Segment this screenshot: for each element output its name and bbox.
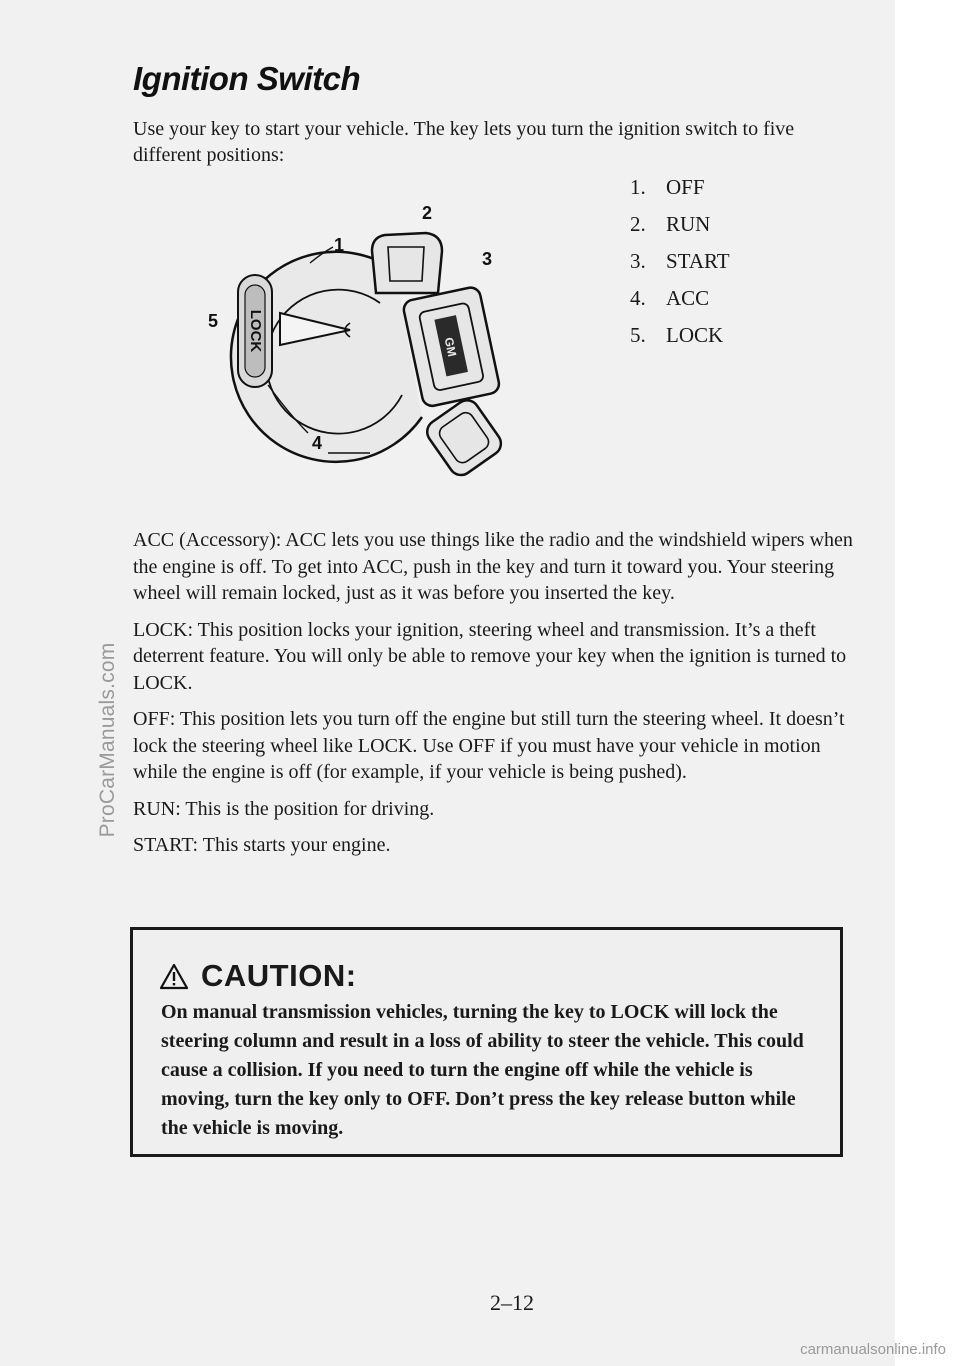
page-title: Ignition Switch [133, 60, 361, 97]
callout-4: 4 [312, 433, 323, 453]
paragraph-run: RUN: This is the position for driving. [133, 797, 435, 820]
position-item: 1. OFF [630, 175, 705, 199]
callout-5: 5 [208, 311, 219, 331]
ignition-switch-diagram [190, 195, 540, 485]
lock-label: LOCK [247, 309, 265, 353]
watermark-carmanualsonline[interactable]: carmanualsonline.info [800, 1341, 946, 1358]
caution-box [130, 927, 843, 1157]
position-item: 4. ACC [630, 286, 710, 310]
caution-text: On manual transmission vehicles, turning the key to LOCK will lock the steering column and result in a loss of ability to steer the vehicle. This could cause a collision. If you need to turn the engine off while the vehicle is moving, turn the key only to OFF. Don’t press the key release button while the vehicle is moving. [161, 1001, 804, 1139]
lock-label-pill [238, 275, 272, 387]
paragraph-acc: ACC (Accessory): ACC lets you use things like the radio and the windshield wipers when the engine is off. To get into ACC, push in the key and turn it toward you. Your steering wheel will remain locked, just as it was before you inserted the key. [133, 529, 853, 604]
callout-3: 3 [482, 249, 493, 269]
paragraph-lock: LOCK: This position locks your ignition, steering wheel and transmission. It’s a theft deterrent feature. You will only be able to remove your key when the ignition is turned to LOCK. [133, 618, 847, 694]
key-position-run [372, 233, 442, 293]
caution-heading [159, 958, 357, 994]
gm-logo: GM [441, 336, 460, 358]
page-number: 2–12 [490, 1290, 534, 1315]
callout-2: 2 [422, 203, 433, 223]
watermark-procarmanuals[interactable]: ProCarManuals.com [96, 642, 119, 838]
position-item: 2. RUN [630, 212, 711, 236]
paragraph-start: START: This starts your engine. [133, 834, 391, 856]
key-position-acc [423, 396, 506, 480]
body-text [133, 527, 863, 869]
warning-triangle-icon [159, 963, 189, 990]
paragraph-off: OFF: This position lets you turn off the engine but still turn the steering wheel. It doesn’t lock the steering wheel like LOCK. Use OFF if you must have your vehicle in motion while the engine is off (for example, if your vehicle is being pushed). [133, 708, 845, 783]
callout-1: 1 [334, 235, 345, 255]
intro-paragraph: Use your key to start your vehicle. The key lets you turn the ignition switch to five different positions: [133, 118, 795, 166]
caution-title: CAUTION: [201, 958, 357, 993]
position-list [630, 172, 730, 357]
position-item: 3. START [630, 249, 730, 273]
position-item: 5. LOCK [630, 323, 724, 347]
